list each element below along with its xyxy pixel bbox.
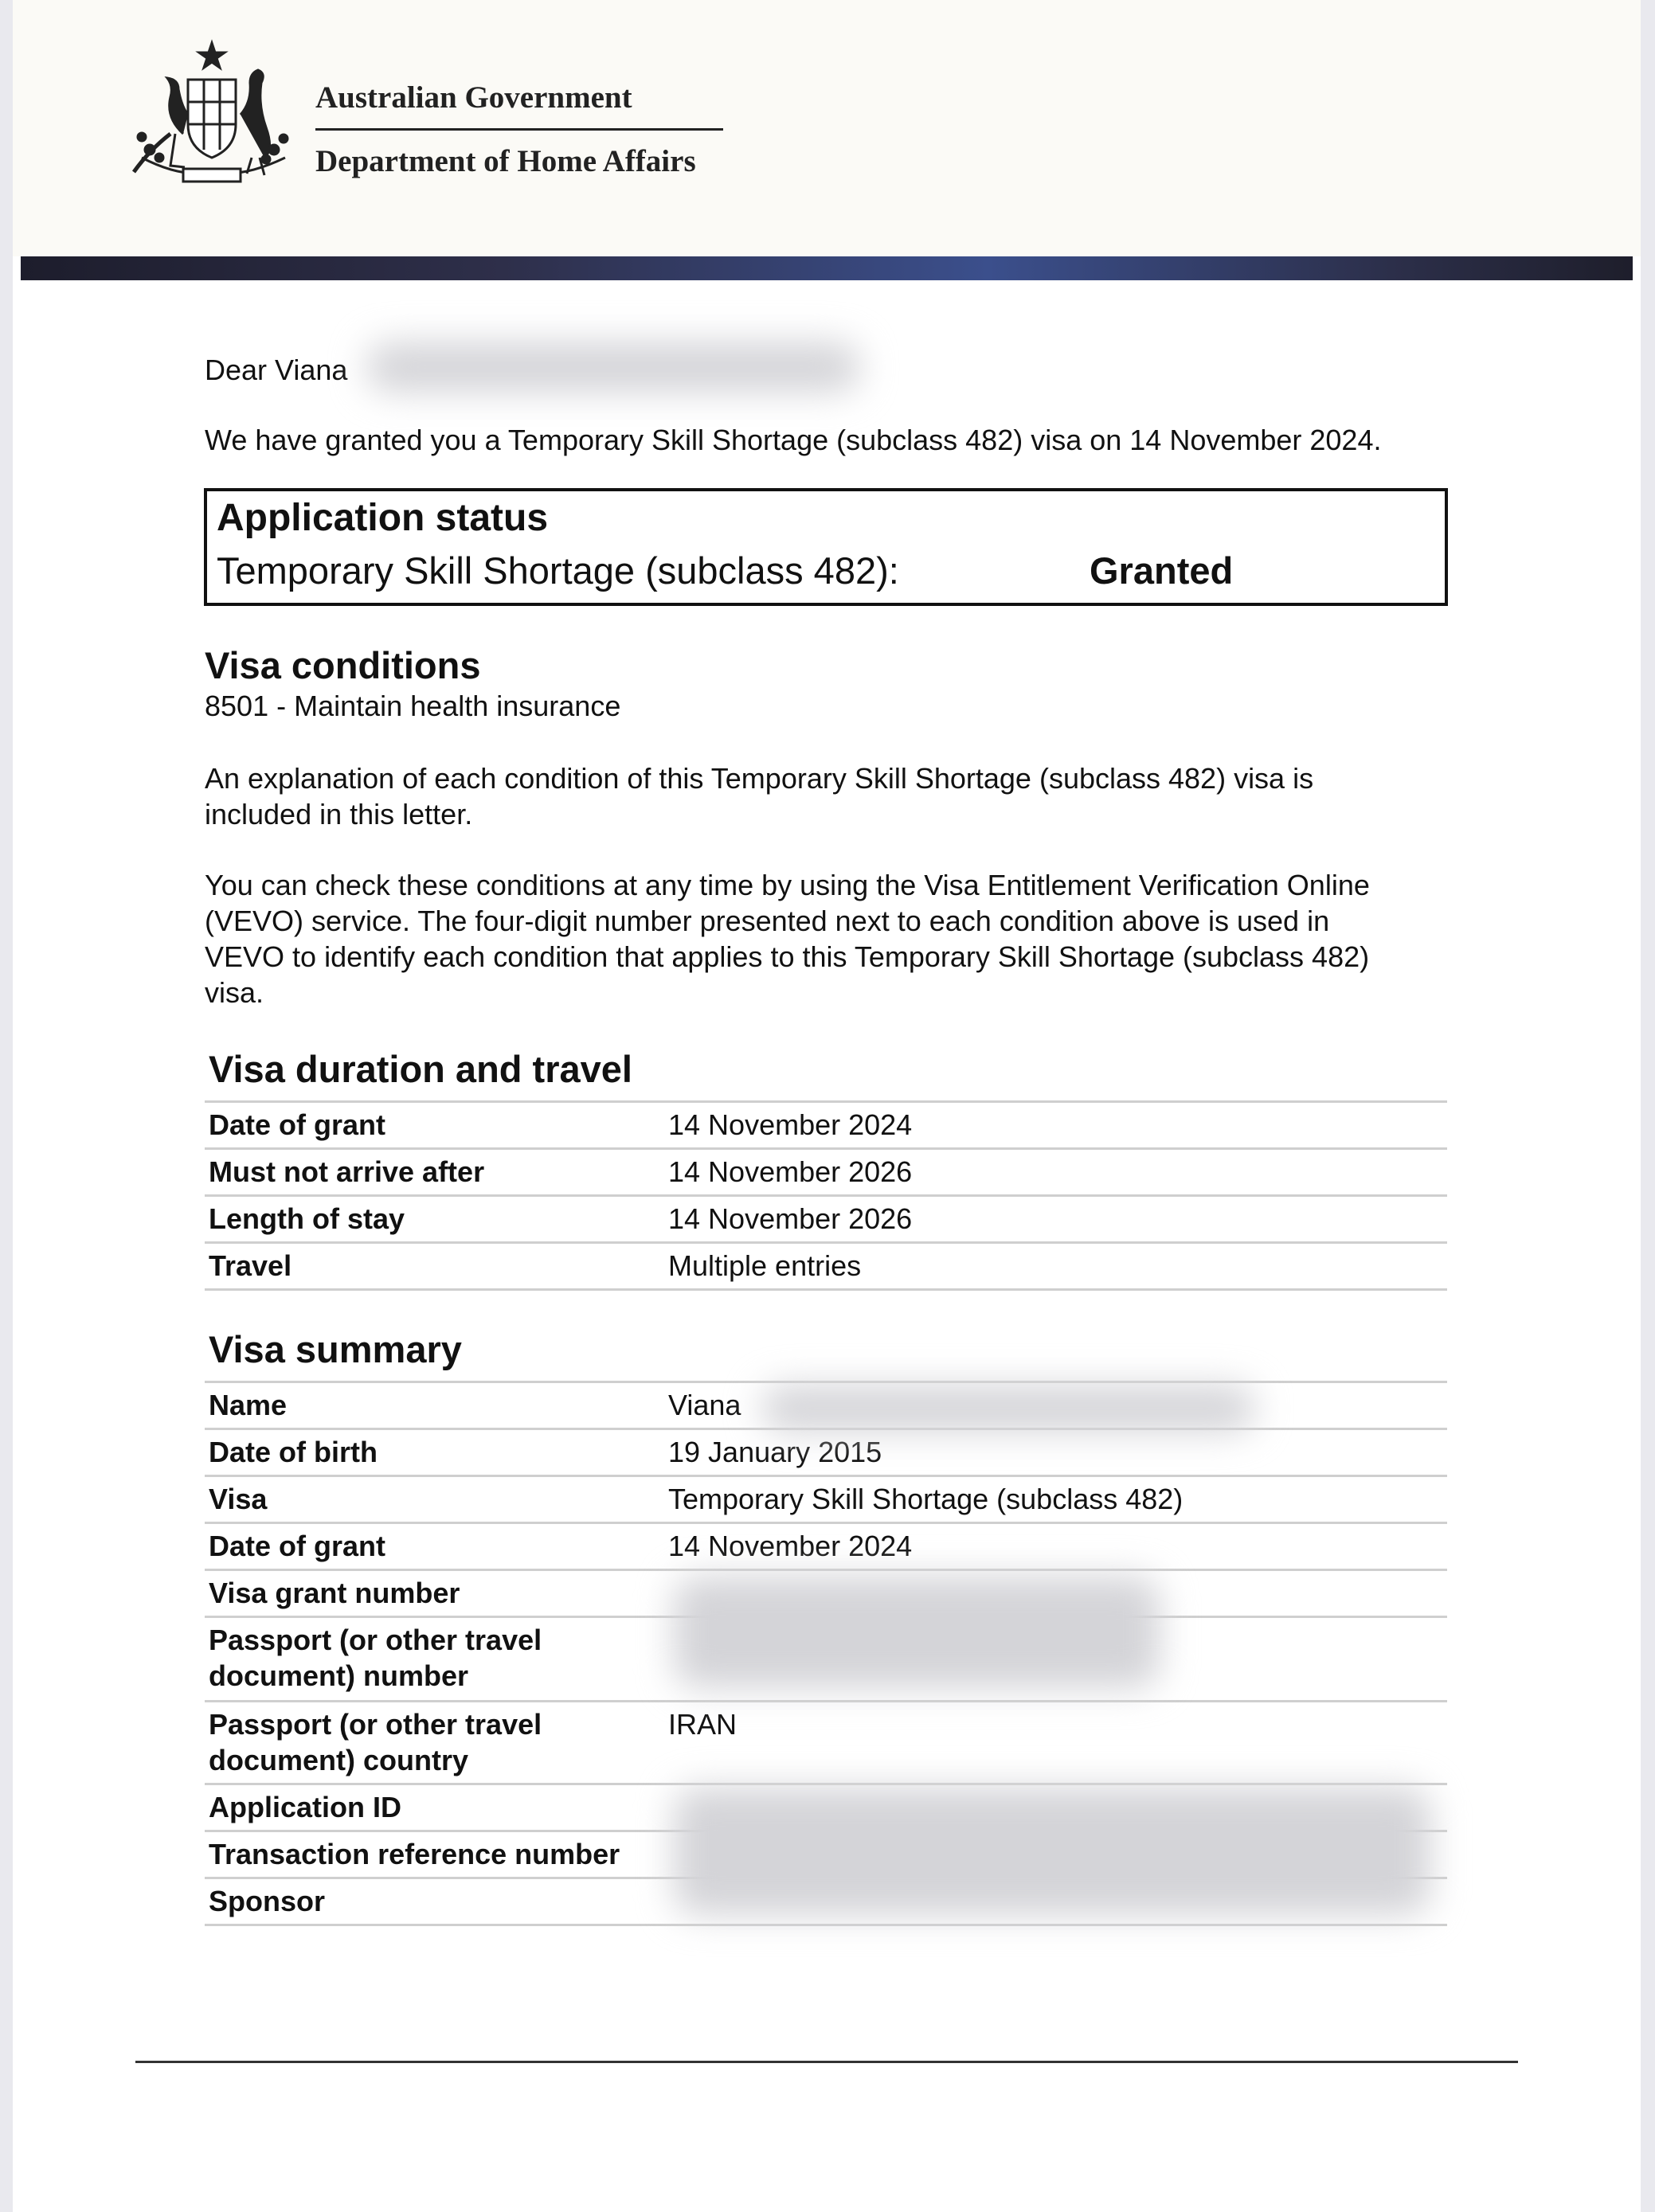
redacted-name — [761, 1385, 1255, 1432]
conditions-para2-line3: VEVO to identify each condition that applies to this Temporary Skill Shortage (subclass 482) — [205, 940, 1370, 973]
row-label: Length of stay — [209, 1202, 405, 1235]
table-row — [205, 1103, 1447, 1150]
row-label: Transaction reference number — [209, 1838, 620, 1870]
row-label: Sponsor — [209, 1885, 326, 1917]
conditions-para1-line2: included in this letter. — [205, 798, 473, 830]
letter-page — [13, 0, 1641, 2212]
status-value: Granted — [1090, 549, 1234, 592]
row-label: Application ID — [209, 1791, 401, 1823]
row-value: 14 November 2026 — [668, 1155, 913, 1188]
application-status-box — [204, 488, 1448, 606]
row-value: Multiple entries — [668, 1249, 862, 1282]
row-label: Must not arrive after — [209, 1155, 485, 1188]
table-row — [205, 1150, 1447, 1197]
row-label: Passport (or other travel — [209, 1624, 542, 1656]
row-label: Date of birth — [209, 1436, 378, 1468]
table-row — [205, 1702, 1447, 1785]
row-label: Visa grant number — [209, 1577, 460, 1609]
row-value: 14 November 2024 — [668, 1108, 913, 1141]
conditions-para2-line4: visa. — [205, 976, 264, 1009]
letter-header — [13, 0, 1641, 256]
table-row — [205, 1524, 1447, 1571]
summary-title: Visa summary — [209, 1328, 462, 1370]
row-label: Date of grant — [209, 1530, 386, 1562]
conditions-para2-line1: You can check these conditions at any time by using the Visa Entitlement Verification Online — [205, 869, 1370, 901]
row-label: Date of grant — [209, 1108, 386, 1141]
table-row — [205, 1430, 1447, 1477]
conditions-para1-line1: An explanation of each condition of this Temporary Skill Shortage (subclass 482) visa is — [205, 762, 1314, 795]
salutation: Dear Viana — [205, 354, 348, 386]
condition-item: 8501 - Maintain health insurance — [205, 690, 621, 722]
redacted-ids-and-sponsor — [674, 1788, 1430, 1915]
grant-sentence: We have granted you a Temporary Skill Shortage (subclass 482) visa on 14 November 2024. — [205, 424, 1382, 456]
status-title: Application status — [217, 497, 549, 539]
status-visa-type: Temporary Skill Shortage (subclass 482): — [217, 549, 899, 592]
row-label: Passport (or other travel — [209, 1708, 542, 1741]
redacted-grant-and-passport — [674, 1577, 1160, 1688]
row-value: IRAN — [668, 1708, 738, 1741]
row-label-continued: document) number — [209, 1659, 469, 1692]
row-label: Travel — [209, 1249, 292, 1282]
header-band — [21, 256, 1633, 280]
conditions-title: Visa conditions — [205, 644, 481, 686]
table-row — [205, 1477, 1447, 1524]
row-value: 19 January 2015 — [668, 1436, 882, 1468]
row-value: Viana — [668, 1389, 741, 1421]
header-divider — [315, 128, 723, 131]
government-name: Australian Government — [315, 80, 632, 115]
row-value: Temporary Skill Shortage (subclass 482) — [668, 1483, 1184, 1515]
table-row — [205, 1197, 1447, 1244]
table-row — [205, 1244, 1447, 1291]
footer-divider — [135, 2061, 1518, 2063]
row-value: 14 November 2026 — [668, 1202, 913, 1235]
conditions-para2-line2: (VEVO) service. The four-digit number presented next to each condition above is used in — [205, 905, 1330, 937]
redacted-surname — [366, 342, 860, 392]
coat-of-arms-icon — [110, 38, 317, 190]
row-label: Name — [209, 1389, 288, 1421]
row-label-continued: document) country — [209, 1744, 469, 1776]
department-name: Department of Home Affairs — [315, 144, 696, 178]
duration-title: Visa duration and travel — [209, 1048, 632, 1090]
row-value: 14 November 2024 — [668, 1530, 913, 1562]
row-label: Visa — [209, 1483, 268, 1515]
